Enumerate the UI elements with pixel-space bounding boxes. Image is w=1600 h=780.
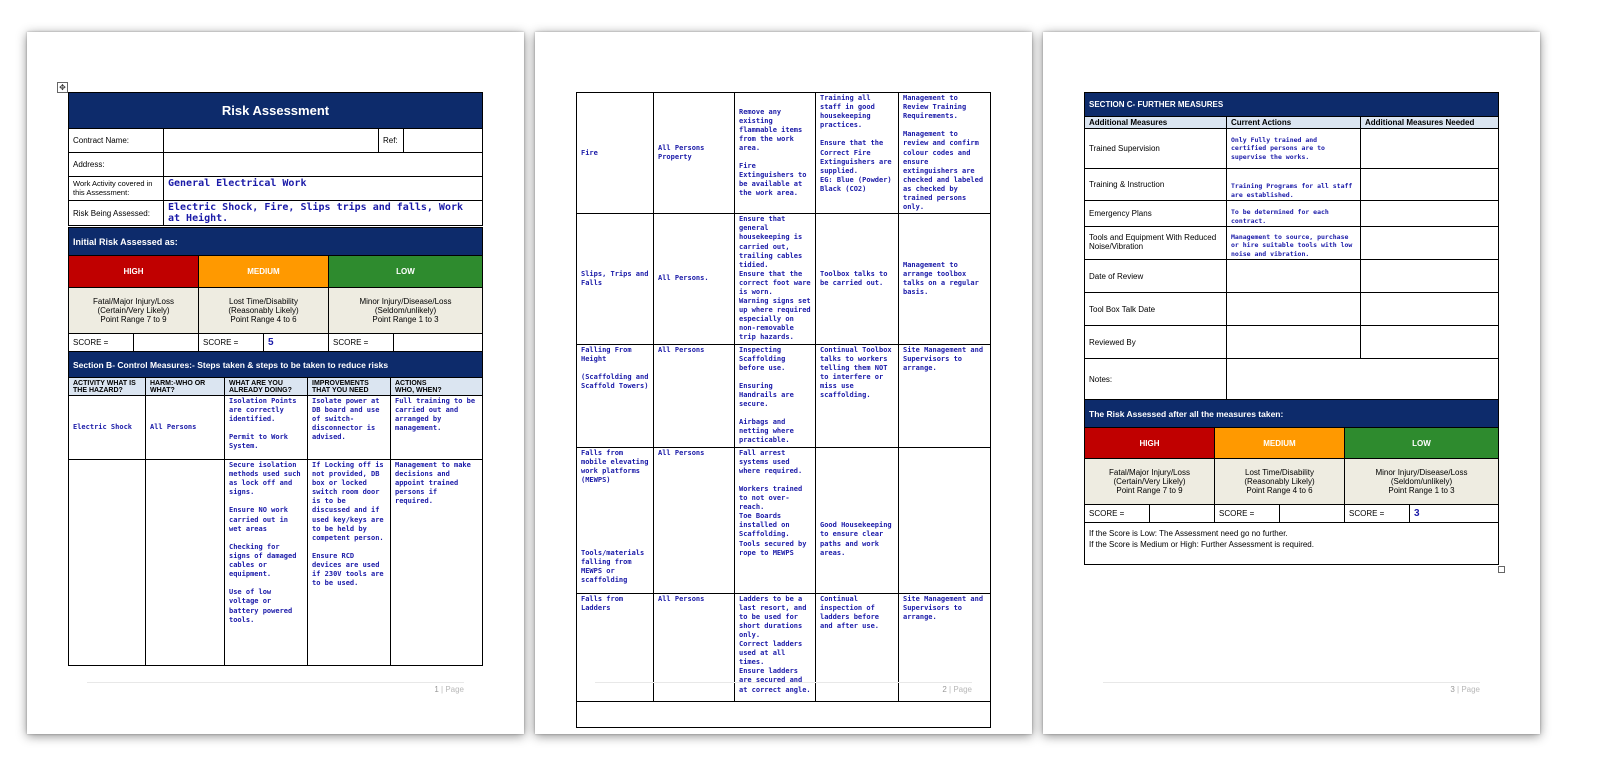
measure-label: Trained Supervision <box>1085 129 1227 169</box>
col-activity: ACTIVITY WHAT IS THE HAZARD? <box>69 378 146 396</box>
score-high-cell[interactable] <box>1150 505 1215 523</box>
row-improve[interactable]: Good Housekeeping to ensure clear paths and work areas. <box>816 447 899 593</box>
table-move-handle-icon[interactable]: ✥ <box>57 82 68 93</box>
col-additional-measures: Additional Measures <box>1085 117 1227 129</box>
level-high: HIGH <box>1085 428 1215 459</box>
work-activity-label: Work Activity covered in this Assessment: <box>69 177 164 201</box>
page-footer <box>87 682 464 694</box>
row-actions[interactable]: Site Management and Supervisors to arrange. <box>899 344 991 447</box>
measure-needed-cell[interactable] <box>1361 293 1499 326</box>
table-row <box>577 701 991 727</box>
level-high: HIGH <box>69 256 199 288</box>
row-improve[interactable]: Continual Toolbox talks to workers telling them NOT to interfere or miss use scaffolding. <box>816 344 899 447</box>
row-actions[interactable]: Management to make decisions and appoint trained persons if required. <box>391 460 483 666</box>
level-low-desc: Minor Injury/Disease/Loss (Seldom/unlikely) Point Range 1 to 3 <box>1345 459 1499 505</box>
score-label: SCORE = <box>199 334 264 352</box>
page-title: Risk Assessment <box>69 93 483 129</box>
row-improve[interactable]: Training all staff in good housekeeping practices. Ensure that the Correct Fire Extinguishers are supplied. EG: Blue (Powder) Black (CO2) <box>816 93 899 214</box>
current-action[interactable]: Only Fully trained and certified persons are to supervise the works. <box>1227 129 1361 169</box>
row-doing[interactable]: Ensure that general housekeeping is carried out, trailing cables tidied. Ensure that the correct foot ware is worn. Warning signs set up where required especially on non-removable trip hazards. <box>735 214 816 344</box>
row-activity[interactable]: Electric Shock <box>69 396 146 460</box>
score-label: SCORE = <box>1215 505 1280 523</box>
measure-label: Tools and Equipment With Reduced Noise/Vibration <box>1085 227 1227 260</box>
level-medium-desc: Lost Time/Disability (Reasonably Likely) Point Range 4 to 6 <box>199 288 329 334</box>
score-medium-cell[interactable] <box>1280 505 1345 523</box>
level-low-desc: Minor Injury/Disease/Loss (Seldom/unlikely) Point Range 1 to 3 <box>329 288 483 334</box>
ref-label: Ref: <box>379 129 404 153</box>
row-doing[interactable]: Remove any existing flammable items from the work area. Fire Extinguishers to be available at the work area. <box>735 93 816 214</box>
level-high-desc: Fatal/Major Injury/Loss (Certain/Very Likely) Point Range 7 to 9 <box>1085 459 1215 505</box>
address-value-cell[interactable] <box>164 153 483 177</box>
further-measures-table <box>1084 92 1499 400</box>
measure-needed-cell[interactable] <box>1361 129 1499 169</box>
row-doing[interactable]: Secure isolation methods used such as lock off and signs. Ensure NO work carried out in wet areas Checking for signs of damaged cables or equipment. Use of low voltage or battery powered tools. <box>225 460 308 666</box>
measure-label: Date of Review <box>1085 260 1227 293</box>
score-label: SCORE = <box>1085 505 1150 523</box>
measure-label: Tool Box Talk Date <box>1085 293 1227 326</box>
row-improve[interactable]: Continual inspection of ladders before and after use. <box>816 593 899 701</box>
initial-risk-table <box>68 227 483 352</box>
measure-needed-cell[interactable] <box>1361 227 1499 260</box>
col-measures-needed: Additional Measures Needed <box>1361 117 1499 129</box>
col-actions: ACTIONS WHO, WHEN? <box>391 378 483 396</box>
table-row <box>577 447 991 593</box>
level-high-desc: Fatal/Major Injury/Loss (Certain/Very Likely) Point Range 7 to 9 <box>69 288 199 334</box>
measure-needed-cell[interactable] <box>1361 201 1499 227</box>
row-improve[interactable]: Toolbox talks to be carried out. <box>816 214 899 344</box>
after-measures-header: The Risk Assessed after all the measures taken: <box>1085 400 1499 428</box>
row-activity[interactable]: Slips, Trips and Falls <box>577 214 654 344</box>
score-medium-value[interactable]: 5 <box>264 334 329 352</box>
level-medium-desc: Lost Time/Disability (Reasonably Likely) Point Range 4 to 6 <box>1215 459 1345 505</box>
row-activity[interactable]: Falls from Ladders <box>577 593 654 701</box>
row-harm[interactable]: All Persons Property <box>654 93 735 214</box>
control-measures-continued-table <box>576 92 991 728</box>
col-current-actions: Current Actions <box>1227 117 1361 129</box>
measure-label: Emergency Plans <box>1085 201 1227 227</box>
final-risk-table <box>1084 399 1499 565</box>
page-number: 1 <box>434 685 439 694</box>
measure-needed-cell[interactable] <box>1361 260 1499 293</box>
risk-label: Risk Being Assessed: <box>69 201 164 226</box>
page-3 <box>1043 32 1540 734</box>
row-activity[interactable]: Falls from mobile elevating work platforms (MEWPS) Tools/materials falling from MEWPS or scaffolding <box>577 447 654 593</box>
row-doing[interactable]: Isolation Points are correctly identified. Permit to Work System. <box>225 396 308 460</box>
section-c-header: SECTION C- FURTHER MEASURES <box>1085 93 1499 117</box>
page-footer-text: | Page <box>441 685 464 694</box>
row-doing[interactable]: Ladders to be a last resort, and to be used for short durations only. Correct ladders used at all times. Ensure ladders are secured and at correct angle. <box>735 593 816 701</box>
row-actions[interactable]: Full training to be carried out and arranged by management. <box>391 396 483 460</box>
level-medium: MEDIUM <box>1215 428 1345 459</box>
table-row <box>1085 293 1499 326</box>
row-doing[interactable]: Fall arrest systems used where required. Workers trained to not over-reach. Toe Boards installed on Scaffolding. Tools secured by rope to MEWPS <box>735 447 816 593</box>
row-harm[interactable]: All Persons <box>146 396 225 460</box>
table-row <box>69 460 483 666</box>
table-row <box>1085 260 1499 293</box>
score-label: SCORE = <box>1345 505 1410 523</box>
current-action-cell[interactable] <box>1227 293 1361 326</box>
table-row <box>577 344 991 447</box>
level-low: LOW <box>329 256 483 288</box>
work-activity-value[interactable]: General Electrical Work <box>164 177 483 201</box>
row-actions[interactable] <box>899 447 991 593</box>
score-label: SCORE = <box>69 334 134 352</box>
table-resize-handle-icon[interactable] <box>1498 566 1505 573</box>
current-action-cell[interactable] <box>1227 326 1361 359</box>
current-action[interactable]: Management to source, purchase or hire suitable tools with low noise and vibration. <box>1227 227 1361 260</box>
current-action[interactable]: To be determined for each contract. <box>1227 201 1361 227</box>
score-low-cell[interactable] <box>394 334 483 352</box>
table-row <box>1085 326 1499 359</box>
risk-assessment-table <box>68 92 483 226</box>
empty-row-cell[interactable] <box>577 701 991 727</box>
initial-risk-header: Initial Risk Assessed as: <box>69 228 483 256</box>
section-b-header: Section B- Control Measures:- Steps taken & steps to be taken to reduce risks <box>69 352 483 378</box>
row-harm[interactable]: All Persons <box>654 344 735 447</box>
table-row <box>577 214 991 344</box>
score-high-cell[interactable] <box>134 334 199 352</box>
table-row <box>1085 201 1499 227</box>
page-footer-text: | Page <box>1457 685 1480 694</box>
page-number: 2 <box>942 685 947 694</box>
note-high: If the Score is Medium or High: Further Assessment is required. <box>1089 540 1314 550</box>
control-measures-table <box>68 351 483 666</box>
score-label: SCORE = <box>329 334 394 352</box>
page-number: 3 <box>1450 685 1455 694</box>
row-doing[interactable]: Inspecting Scaffolding before use. Ensuring Handrails are secure. Airbags and netting where practicable. <box>735 344 816 447</box>
score-low-value[interactable]: 3 <box>1410 505 1499 523</box>
measure-label: Training & Instruction <box>1085 169 1227 201</box>
table-row <box>1085 359 1499 400</box>
page-footer <box>595 682 972 694</box>
level-medium: MEDIUM <box>199 256 329 288</box>
ref-value-cell[interactable] <box>404 129 483 153</box>
col-harm: HARM:-WHO OR WHAT? <box>146 378 225 396</box>
page-footer <box>1103 682 1480 694</box>
current-action-cell[interactable] <box>1227 260 1361 293</box>
notes-label: Notes: <box>1085 359 1227 400</box>
table-row <box>1085 227 1499 260</box>
row-harm[interactable]: All Persons <box>654 593 735 701</box>
row-activity[interactable] <box>69 460 146 666</box>
row-improve[interactable]: Isolate power at DB board and use of switch-disconnector is advised. <box>308 396 391 460</box>
notes-cell[interactable] <box>1227 359 1499 400</box>
contract-label: Contract Name: <box>69 129 164 153</box>
level-low: LOW <box>1345 428 1499 459</box>
address-label: Address: <box>69 153 164 177</box>
page-footer-text: | Page <box>949 685 972 694</box>
contract-value-cell[interactable] <box>164 129 379 153</box>
col-improve: IMPROVEMENTS THAT YOU NEED <box>308 378 391 396</box>
measure-needed-cell[interactable] <box>1361 326 1499 359</box>
row-activity[interactable]: Fire <box>577 93 654 214</box>
row-harm[interactable] <box>146 460 225 666</box>
row-actions[interactable]: Site Management and Supervisors to arrange. <box>899 593 991 701</box>
table-row <box>1085 169 1499 201</box>
measure-label: Reviewed By <box>1085 326 1227 359</box>
current-action[interactable]: Training Programs for all staff are established. <box>1227 169 1361 201</box>
row-improve[interactable]: If Locking off is not provided, DB box or locked switch room door is to be discussed and if used key/keys are to be held by competent person. Ensure RCD devices are used if 230V tools are to be used. <box>308 460 391 666</box>
row-activity[interactable]: Falling From Height (Scaffolding and Scaffold Towers) <box>577 344 654 447</box>
table-row <box>577 93 991 214</box>
page-2 <box>535 32 1032 734</box>
row-actions[interactable]: Management to Review Training Requirements. Management to review and confirm colour codes and ensure extinguishers are checked and labeled as checked by trained persons only. <box>899 93 991 214</box>
col-doing: WHAT ARE YOU ALREADY DOING? <box>225 378 308 396</box>
page-1 <box>27 32 524 734</box>
score-notes <box>1085 523 1499 565</box>
risk-value[interactable]: Electric Shock, Fire, Slips trips and falls, Work at Height. <box>164 201 483 226</box>
row-actions[interactable]: Management to arrange toolbox talks on a regular basis. <box>899 214 991 344</box>
table-row <box>69 396 483 460</box>
measure-needed-cell[interactable] <box>1361 169 1499 201</box>
row-harm[interactable]: All Persons <box>654 447 735 593</box>
note-low: If the Score is Low: The Assessment need go no further. <box>1089 529 1288 538</box>
table-row <box>1085 129 1499 169</box>
row-harm[interactable]: All Persons. <box>654 214 735 344</box>
